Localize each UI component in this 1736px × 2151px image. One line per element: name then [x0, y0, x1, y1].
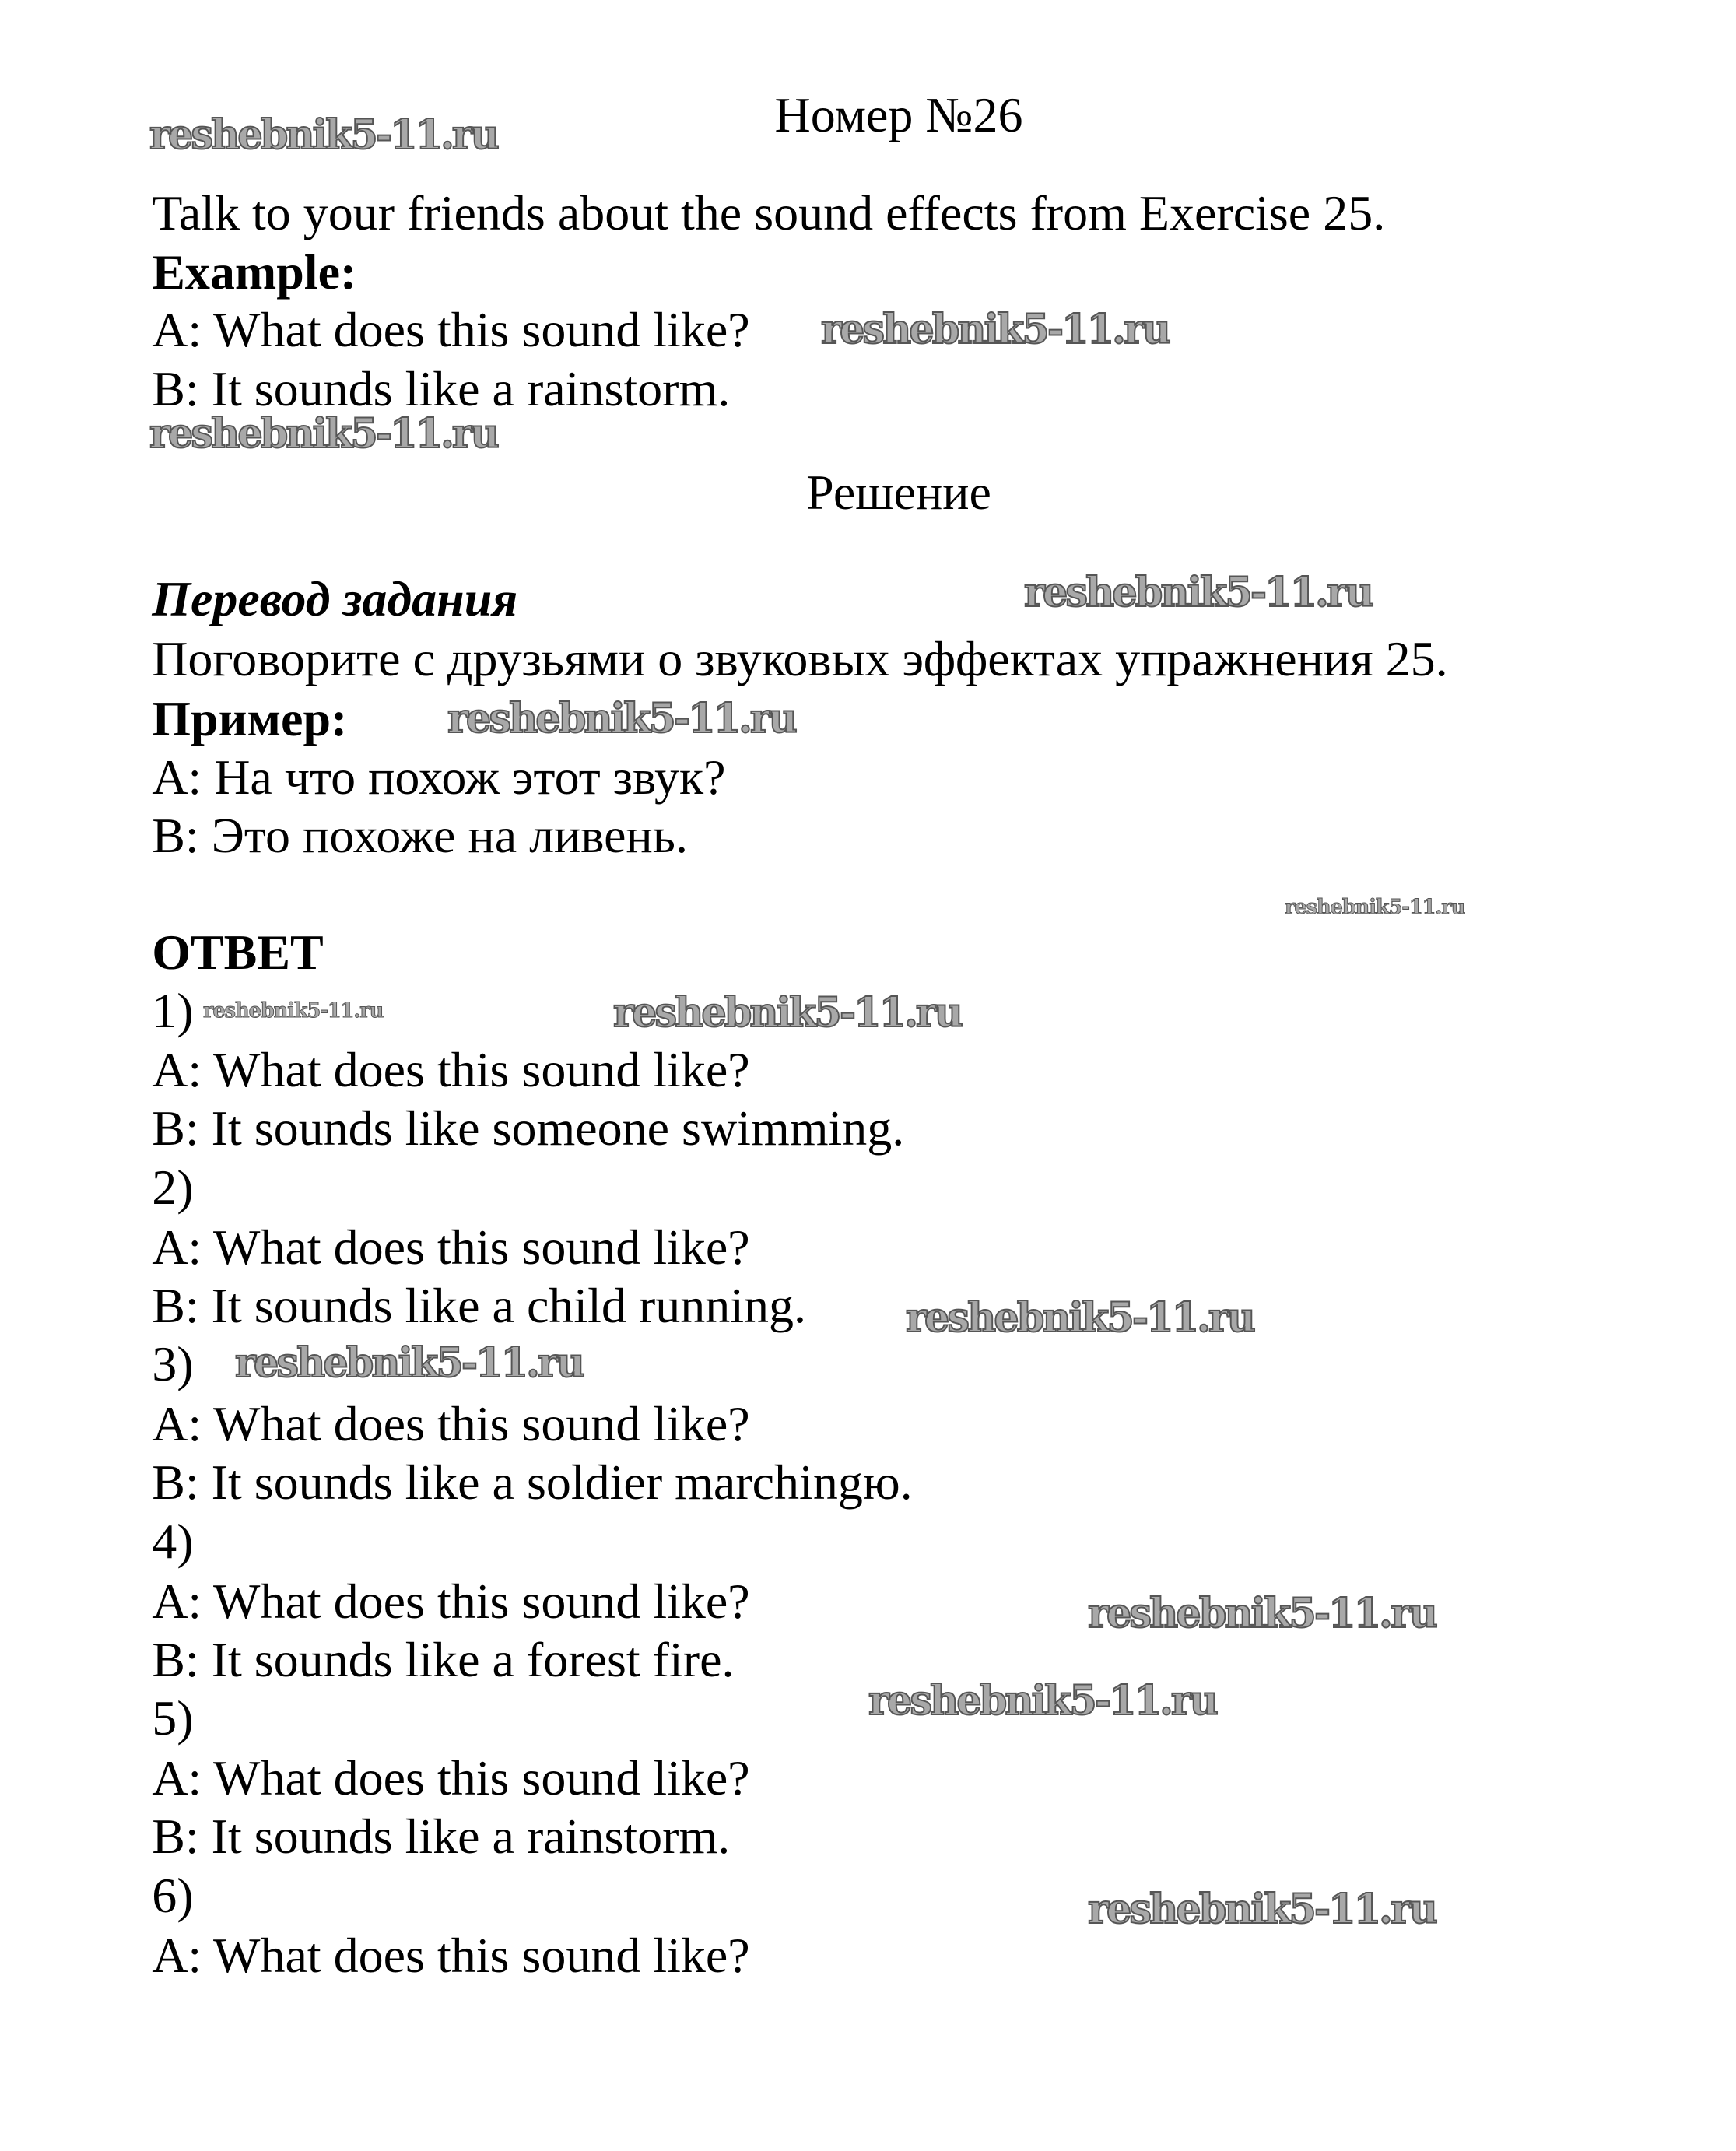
- answer-number: 6): [152, 1867, 194, 1923]
- answer-number: 2): [152, 1159, 194, 1215]
- answer-line-b: B: It sounds like a rainstorm.: [152, 1809, 731, 1865]
- answer-line-b: B: It sounds like a child running.: [152, 1277, 807, 1333]
- answer-line-a: A: What does this sound like?: [152, 1396, 750, 1452]
- watermark: reshebnik5-11.ru: [612, 989, 961, 1037]
- watermark: reshebnik5-11.ru: [1087, 1590, 1436, 1638]
- translation-example-b: В: Это похоже на ливень.: [152, 807, 688, 863]
- task-text: Talk to your friends about the sound effects from Exercise 25.: [152, 184, 1386, 240]
- translation-heading: Перевод задания: [152, 571, 518, 627]
- answer-number: 5): [152, 1690, 194, 1746]
- answer-line-a: A: What does this sound like?: [152, 1573, 750, 1629]
- answer-line-b: B: It sounds like a soldier marchingю.: [152, 1454, 913, 1511]
- translation-example-a: А: На что похож этот звук?: [152, 749, 726, 805]
- watermark: reshebnik5-11.ru: [149, 409, 497, 458]
- watermark: reshebnik5-11.ru: [203, 998, 384, 1023]
- example-line-a: A: What does this sound like?: [152, 301, 750, 357]
- watermark: reshebnik5-11.ru: [906, 1294, 1254, 1342]
- watermark: reshebnik5-11.ru: [447, 694, 796, 742]
- answer-line-a: A: What does this sound like?: [152, 1927, 750, 1983]
- watermark: reshebnik5-11.ru: [868, 1676, 1216, 1725]
- example-line-b: B: It sounds like a rainstorm.: [152, 361, 731, 417]
- translation-text: Поговорите с друзьями о звуковых эффектах упражнения 25.: [152, 631, 1448, 687]
- watermark: reshebnik5-11.ru: [234, 1339, 583, 1387]
- answer-number: 1): [152, 982, 194, 1038]
- watermark: reshebnik5-11.ru: [1023, 568, 1372, 616]
- answer-line-a: A: What does this sound like?: [152, 1219, 750, 1275]
- answer-line-a: A: What does this sound like?: [152, 1042, 750, 1098]
- answer-line-b: B: It sounds like someone swimming.: [152, 1100, 905, 1156]
- watermark: reshebnik5-11.ru: [820, 305, 1169, 353]
- watermark: reshebnik5-11.ru: [1087, 1886, 1436, 1934]
- answer-line-b: B: It sounds like a forest fire.: [152, 1631, 735, 1687]
- answer-line-a: A: What does this sound like?: [152, 1750, 750, 1806]
- watermark: reshebnik5-11.ru: [149, 111, 497, 160]
- solution-heading: Решение: [806, 464, 991, 520]
- answer-number: 3): [152, 1336, 194, 1392]
- page-title: Номер №26: [774, 87, 1023, 143]
- translation-example-label: Пример:: [152, 690, 348, 746]
- answer-heading: ОТВЕТ: [152, 924, 324, 980]
- example-label: Example:: [152, 244, 357, 300]
- watermark: reshebnik5-11.ru: [1284, 896, 1464, 920]
- answer-number: 4): [152, 1513, 194, 1569]
